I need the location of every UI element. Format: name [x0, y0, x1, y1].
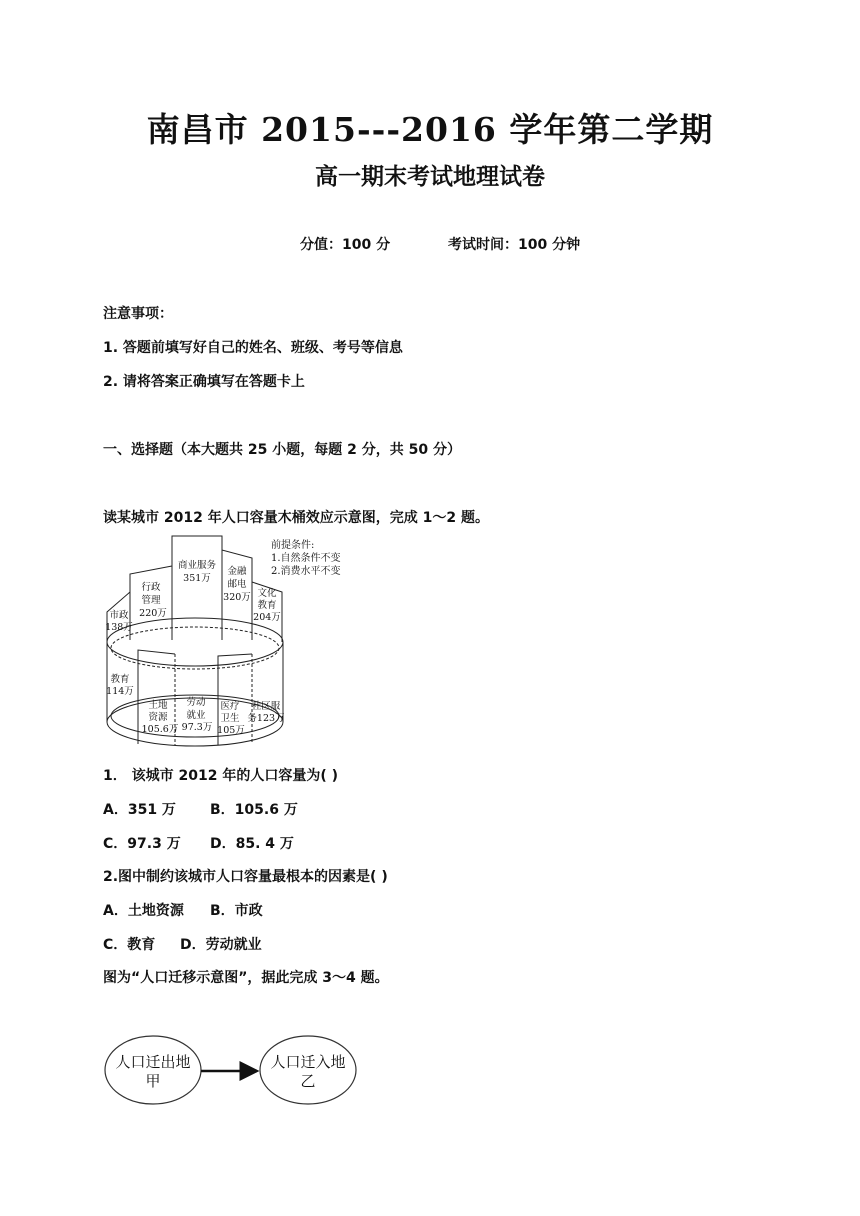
origin-code: 甲: [145, 1072, 161, 1090]
origin-label: 人口迁出地: [115, 1053, 191, 1071]
question-intro-1: 读某城市 2012 年人口容量木桶效应示意图，完成 1～2 题。: [103, 510, 489, 526]
q2-option-b[interactable]: B．市政: [210, 903, 263, 919]
stave-value-1: 351万: [183, 573, 211, 584]
stave-value-3: 220万: [139, 608, 167, 619]
stave-label-3a: 行政: [141, 582, 161, 593]
section-heading: 一、选择题（本大题共 25 小题，每题 2 分，共 50 分）: [103, 442, 461, 458]
premise-condition-1: 1.自然条件不变: [271, 553, 341, 564]
stave-value-9: 105万: [217, 725, 245, 736]
q1-option-b[interactable]: B．105.6 万: [210, 802, 298, 818]
q2-option-d[interactable]: D．劳动就业: [180, 937, 262, 953]
stave-value-2: 320万: [223, 592, 251, 603]
stave-label-2b: 邮电: [227, 579, 247, 590]
destination-label: 人口迁入地: [270, 1053, 346, 1071]
score-info: 分值：100 分: [300, 237, 391, 253]
q1-option-c[interactable]: C．97.3 万: [103, 836, 181, 852]
stave-label-4a: 文化: [257, 588, 277, 599]
q2-option-c[interactable]: C．教育: [103, 937, 156, 953]
question-intro-2: 图为“人口迁移示意图”，据此完成 3～4 题。: [103, 970, 389, 986]
stave-label-3b: 管理: [141, 595, 161, 606]
stave-label-7a: 土地: [148, 700, 168, 711]
destination-code: 乙: [300, 1072, 316, 1090]
q2-stem: 2.图中制约该城市人口容量最根本的因素是( ): [103, 869, 388, 885]
barrel-effect-figure: [100, 530, 360, 754]
premise-heading: 前提条件:: [271, 540, 315, 551]
stave-label-9a: 医疗: [220, 701, 240, 712]
stave-label-6: 教育: [110, 674, 130, 685]
stave-value-7: 105.6万: [141, 724, 179, 735]
time-info: 考试时间：100 分钟: [448, 237, 581, 253]
stave-label-1: 商业服务: [177, 560, 217, 571]
stave-label-10b: 务123万: [247, 713, 285, 724]
stave-label-2a: 金融: [227, 566, 247, 577]
stave-value-6: 114万: [106, 686, 134, 697]
stave-label-8b: 就业: [186, 710, 206, 721]
page-title: 南昌市 2015---2016 学年第二学期: [146, 110, 714, 149]
q2-option-a[interactable]: A．土地资源: [103, 903, 184, 919]
notice-item-1: 1. 答题前填写好自己的姓名、班级、考号等信息: [103, 340, 403, 356]
stave-label-7b: 资源: [148, 712, 168, 723]
stave-label-4b: 教育: [257, 600, 277, 611]
stave-label-5: 市政: [109, 610, 129, 621]
premise-condition-2: 2.消费水平不变: [271, 566, 341, 577]
q1-option-a[interactable]: A．351 万: [103, 802, 176, 818]
stave-label-9b: 卫生: [220, 713, 240, 724]
stave-value-4: 204万: [253, 612, 281, 623]
notice-heading: 注意事项：: [103, 306, 173, 322]
stave-label-10a: 社区服: [251, 701, 281, 712]
stave-label-8a: 劳动: [186, 697, 206, 708]
q1-stem: 1． 该城市 2012 年的人口容量为( ): [103, 768, 338, 784]
stave-value-8: 97.3万: [181, 722, 213, 733]
q1-option-d[interactable]: D．85. 4 万: [210, 836, 294, 852]
page-subtitle: 高一期末考试地理试卷: [315, 163, 545, 190]
migration-figure: [100, 1030, 370, 1110]
notice-item-2: 2. 请将答案正确填写在答题卡上: [103, 374, 305, 390]
stave-value-5: 138万: [105, 622, 133, 633]
